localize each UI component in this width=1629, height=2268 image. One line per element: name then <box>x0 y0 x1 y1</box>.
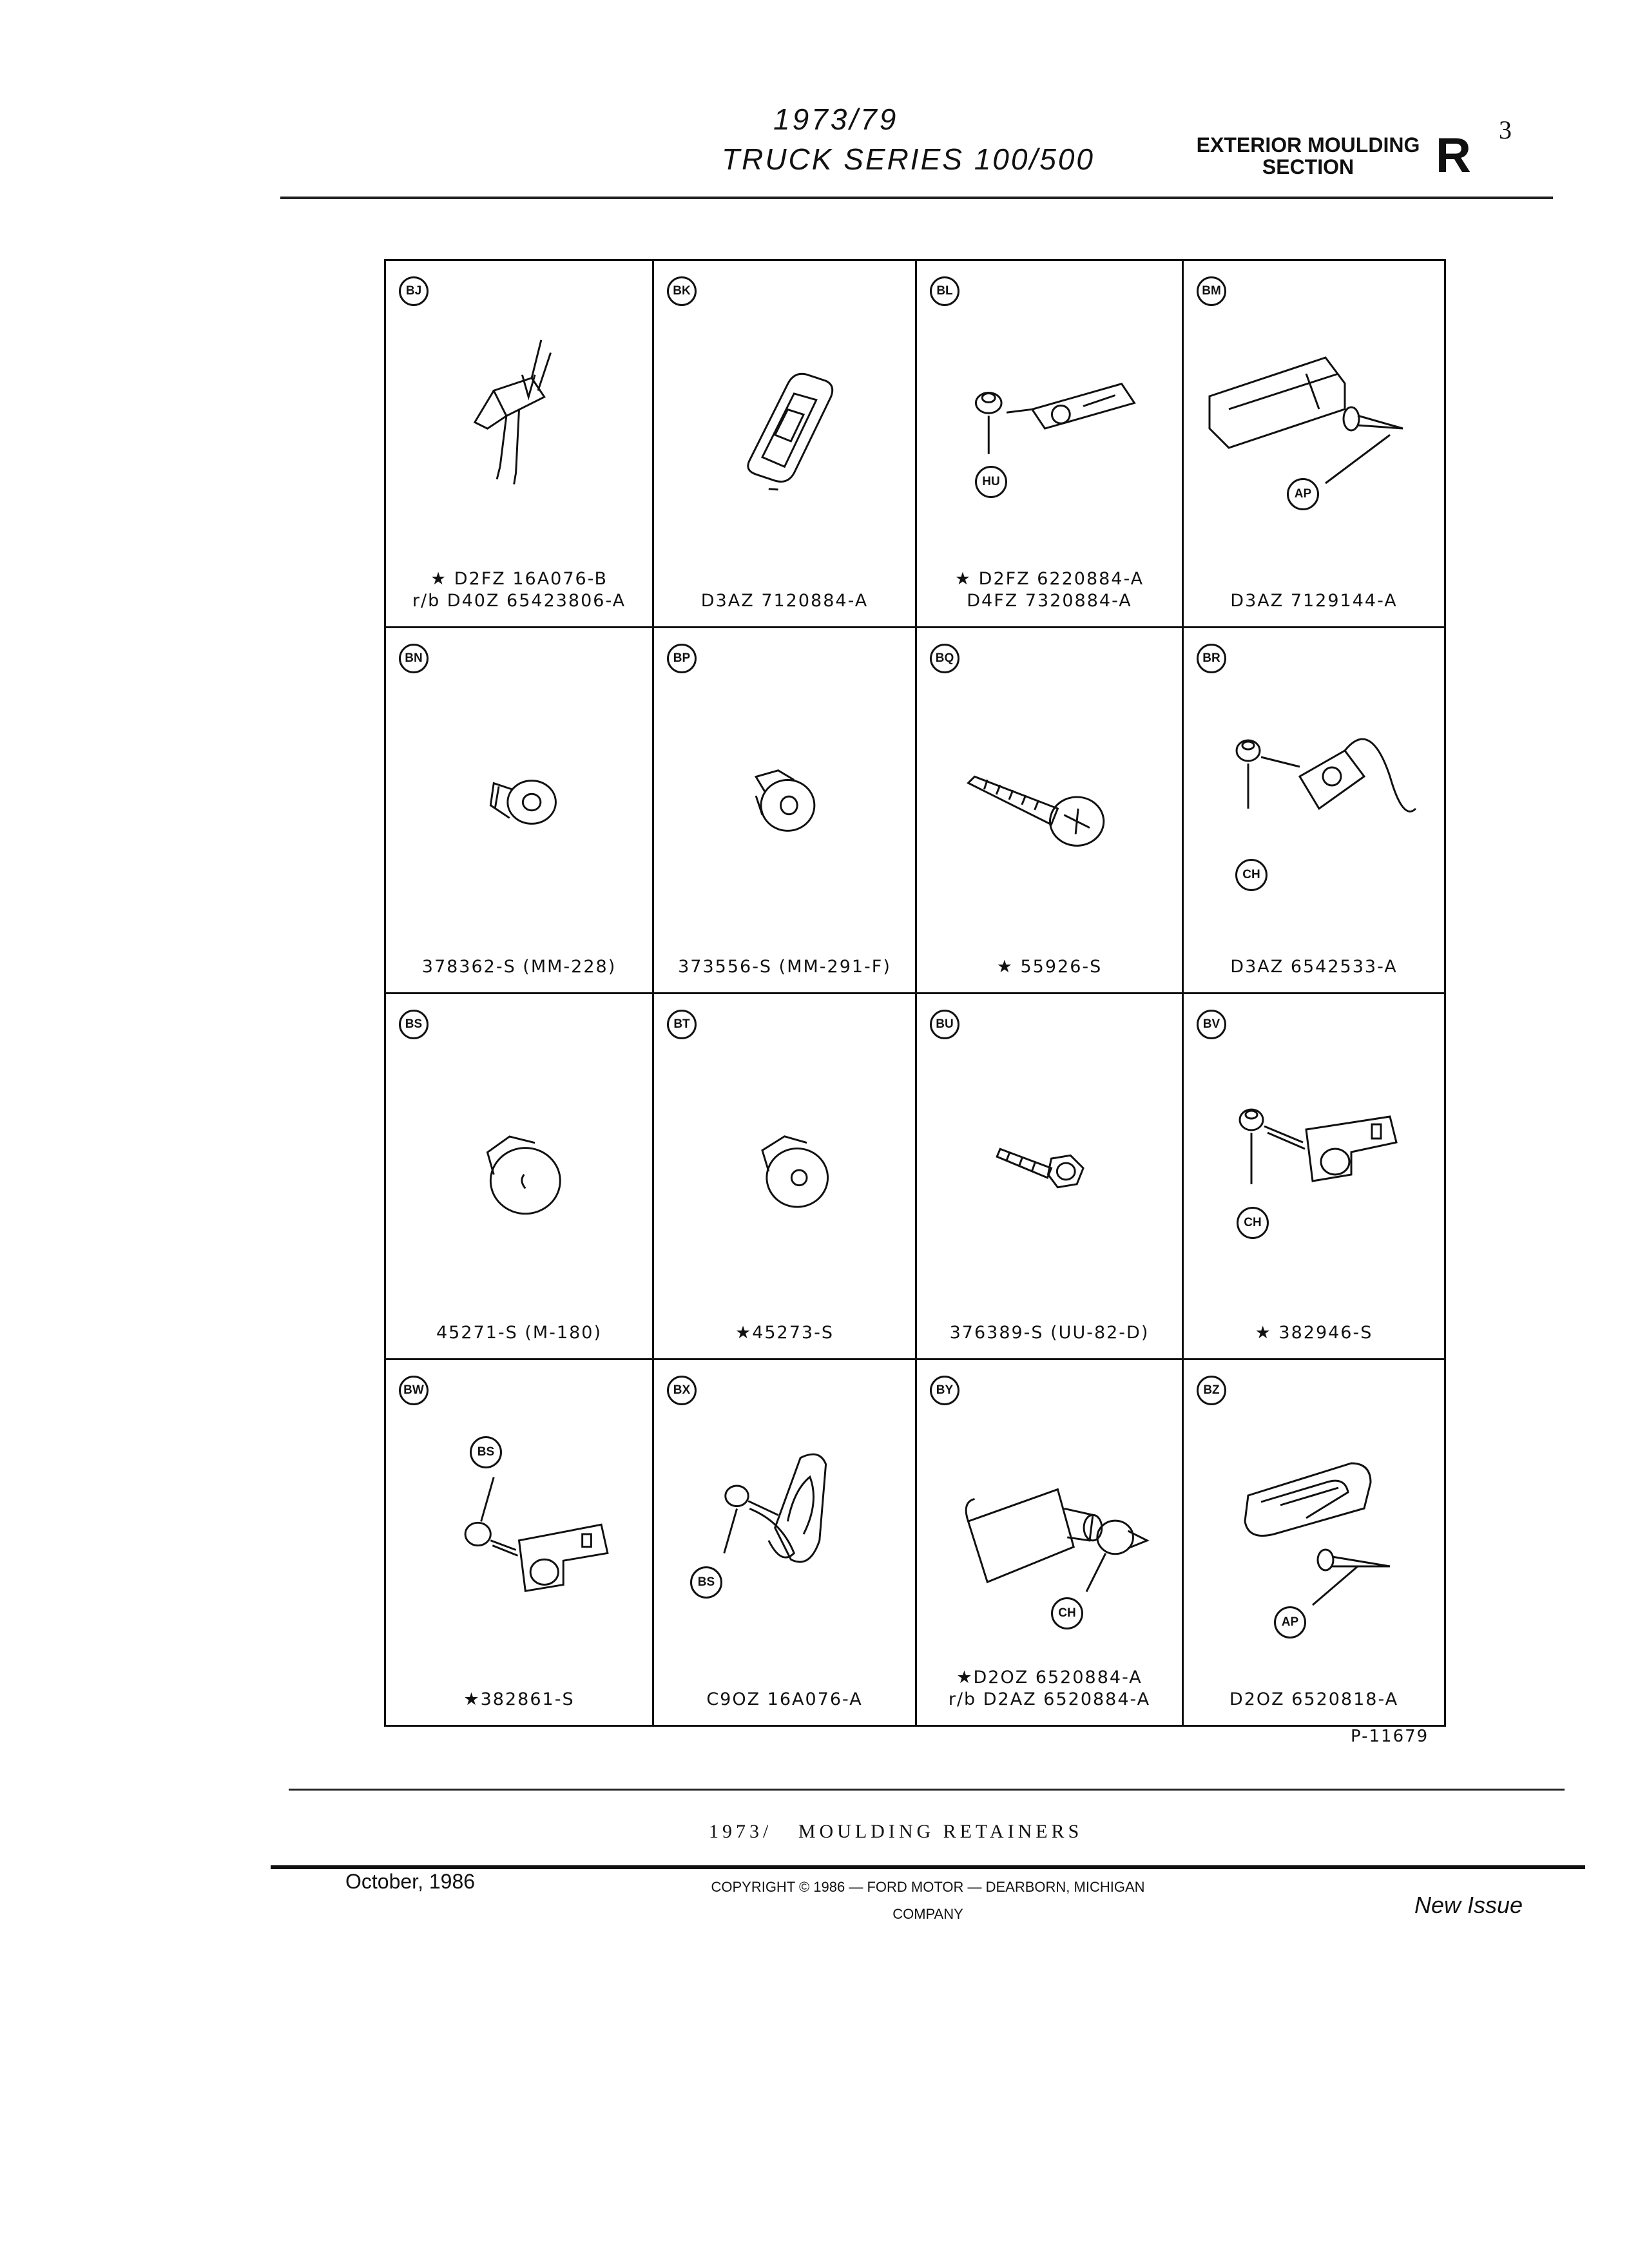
part-number-line1: ★ 55926-S <box>996 957 1103 977</box>
push-pin-clip-icon <box>399 312 639 557</box>
part-number <box>386 1689 652 1711</box>
part-cell-bw <box>386 1360 654 1725</box>
clip-with-rivet-icon <box>1197 1412 1431 1657</box>
callout-badge: CH <box>1237 1207 1269 1239</box>
wire-clip-icon <box>1197 680 1431 925</box>
header-series: TRUCK SERIES 100/500 <box>722 142 1095 176</box>
footer-copyright-line1: COPYRIGHT © 1986 — FORD MOTOR — DEARBORN, MICHIGAN <box>711 1879 1145 1895</box>
part-code-badge: BU <box>930 1010 959 1039</box>
part-number <box>386 1322 652 1344</box>
part-number-line1: C9OZ 16A076-A <box>706 1689 863 1709</box>
part-number-line1: D2OZ 6520818-A <box>1229 1689 1399 1709</box>
nylon-nut-icon <box>667 680 902 925</box>
part-number-line1: ★D2OZ 6520884-A <box>956 1667 1142 1687</box>
part-cell-bn <box>386 628 654 994</box>
part-number-line1: ★ D2FZ 6220884-A <box>954 569 1144 589</box>
header-year: 1973/79 <box>773 102 899 136</box>
callout-badge: CH <box>1051 1597 1083 1629</box>
phillips-screw-icon <box>930 680 1169 925</box>
spring-clip-icon <box>667 312 902 557</box>
part-code-badge: BY <box>930 1376 959 1405</box>
header-section-line1: EXTERIOR MOULDING <box>1196 133 1420 157</box>
part-number-line1: D3AZ 7129144-A <box>1230 591 1398 611</box>
part-cell-bz <box>1184 1360 1444 1725</box>
part-cell-bu <box>917 994 1184 1360</box>
part-number-line1: 376389-S (UU-82-D) <box>949 1323 1150 1343</box>
footer-copyright-line2: COMPANY <box>892 1906 963 1922</box>
callout-badge: CH <box>1235 859 1268 891</box>
part-number <box>386 568 652 612</box>
part-cell-bm <box>1184 261 1444 628</box>
figure-number: P-11679 <box>1351 1727 1429 1746</box>
page-number: 3 <box>1499 115 1512 144</box>
part-cell-by <box>917 1360 1184 1725</box>
callout-badge: BS <box>470 1436 502 1468</box>
part-number-line1: D3AZ 6542533-A <box>1230 957 1398 977</box>
part-code-badge: BX <box>667 1376 697 1405</box>
part-number <box>917 568 1182 612</box>
section-letter: R <box>1436 128 1471 183</box>
part-number-line1: ★382861-S <box>463 1689 575 1709</box>
plate-clip-icon <box>930 1412 1169 1657</box>
part-cell-bt <box>654 994 917 1360</box>
part-code-badge: BS <box>399 1010 429 1039</box>
part-cell-bk <box>654 261 917 628</box>
part-number-line1: ★ D2FZ 16A076-B <box>430 569 608 589</box>
part-number <box>917 1667 1182 1711</box>
part-cell-bs <box>386 994 654 1360</box>
clip-with-nut-icon <box>930 312 1169 557</box>
part-number <box>654 1322 915 1344</box>
part-code-badge: BL <box>930 276 959 306</box>
footer-copyright <box>625 1874 1231 1928</box>
footer-rule-bottom <box>271 1865 1585 1869</box>
part-number <box>1184 590 1444 612</box>
part-number <box>654 590 915 612</box>
part-number <box>386 956 652 978</box>
part-cell-bx <box>654 1360 917 1725</box>
callout-badge: AP <box>1287 478 1319 510</box>
part-code-badge: BP <box>667 644 697 673</box>
header-section-line2: SECTION <box>1262 155 1354 178</box>
part-code-badge: BR <box>1197 644 1226 673</box>
part-number-line1: ★45273-S <box>735 1323 834 1343</box>
part-cell-bp <box>654 628 917 994</box>
part-code-badge: BT <box>667 1010 697 1039</box>
part-number-line2: r/b D40Z 65423806-A <box>412 591 626 611</box>
part-cell-bl <box>917 261 1184 628</box>
part-cell-br <box>1184 628 1444 994</box>
header-rule <box>280 197 1553 199</box>
part-number <box>917 956 1182 978</box>
header-section <box>1173 134 1443 178</box>
callout-badge: BS <box>690 1566 722 1599</box>
bracket-clip-bs-icon <box>399 1412 639 1657</box>
part-cell-bv <box>1184 994 1444 1360</box>
part-number-line1: ★ 382946-S <box>1255 1323 1373 1343</box>
part-number <box>654 956 915 978</box>
part-number-line1: 45271-S (M-180) <box>436 1323 602 1343</box>
part-code-badge: BZ <box>1197 1376 1226 1405</box>
callout-badge: HU <box>975 466 1007 498</box>
part-number <box>1184 1689 1444 1711</box>
plastic-grommet-icon <box>399 680 639 925</box>
footer-rule-top <box>289 1789 1565 1791</box>
part-cell-bj <box>386 261 654 628</box>
hex-screw-icon <box>930 1046 1169 1291</box>
cap-nut-icon <box>399 1046 639 1291</box>
part-number-line1: 373556-S (MM-291-F) <box>678 957 891 977</box>
part-code-badge: BW <box>399 1376 429 1405</box>
moulding-clip-stud-icon <box>1197 312 1431 557</box>
part-code-badge: BN <box>399 644 429 673</box>
parts-grid <box>384 259 1446 1727</box>
bracket-clip-icon <box>1197 1046 1431 1291</box>
part-number <box>1184 1322 1444 1344</box>
part-code-badge: BM <box>1197 276 1226 306</box>
part-number <box>1184 956 1444 978</box>
wire-retainer-icon <box>667 1412 902 1657</box>
cap-nut-small-icon <box>667 1046 902 1291</box>
part-number-line2: r/b D2AZ 6520884-A <box>948 1689 1151 1709</box>
part-cell-bq <box>917 628 1184 994</box>
part-number-line1: D3AZ 7120884-A <box>700 591 869 611</box>
part-code-badge: BK <box>667 276 697 306</box>
footer-title: 1973/ MOULDING RETAINERS <box>709 1821 1083 1842</box>
part-code-badge: BV <box>1197 1010 1226 1039</box>
footer-issue: New Issue <box>1414 1892 1523 1918</box>
part-number-line2: D4FZ 7320884-A <box>967 591 1132 611</box>
callout-badge: AP <box>1274 1606 1306 1639</box>
part-code-badge: BQ <box>930 644 959 673</box>
part-code-badge: BJ <box>399 276 429 306</box>
part-number-line1: 378362-S (MM-228) <box>421 957 617 977</box>
footer-date: October, 1986 <box>345 1870 476 1893</box>
part-number <box>654 1689 915 1711</box>
part-number <box>917 1322 1182 1344</box>
